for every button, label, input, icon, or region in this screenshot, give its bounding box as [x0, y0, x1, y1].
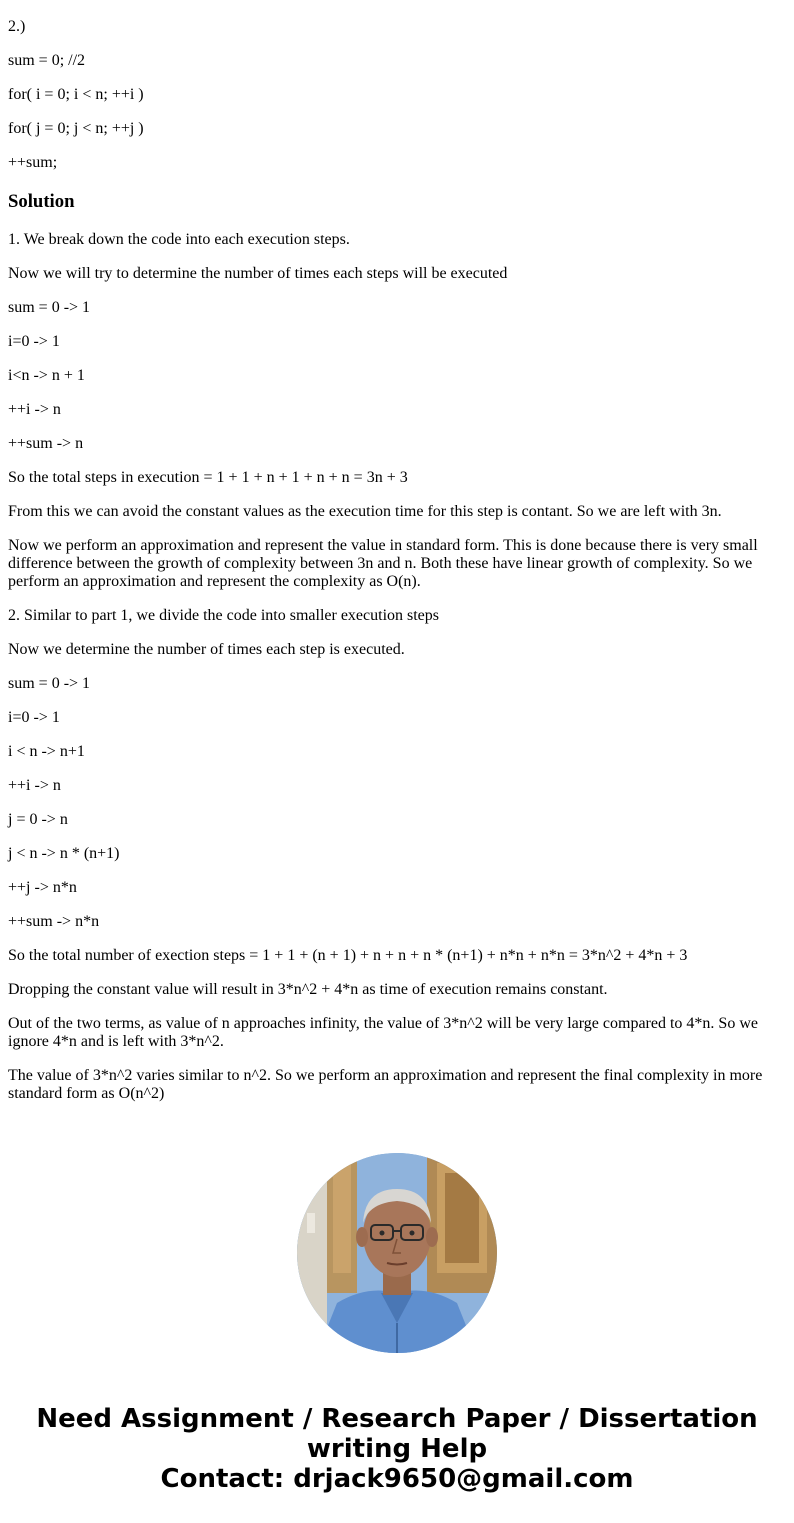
promo-line: writing Help [306, 1434, 488, 1464]
solution-paragraph: Now we will try to determine the number of times each steps will be executed [8, 265, 508, 282]
solution-paragraph: sum = 0 -> 1 [8, 299, 91, 316]
solution-paragraph: i=0 -> 1 [8, 709, 60, 726]
solution-paragraph: Out of the two terms, as value of n approaches infinity, the value of 3*n^2 will be very large compared to 4*n. So we ignore 4*n and is left with 3*n^2. [8, 1015, 758, 1050]
solution-paragraph: The value of 3*n^2 varies similar to n^2. So we perform an approximation and represent the final complexity in more standard form as O(n^2) [8, 1067, 763, 1102]
solution-heading: Solution [8, 191, 75, 212]
promo-banner [0, 1404, 794, 1494]
solution-paragraph: j < n -> n * (n+1) [8, 845, 120, 862]
solution-paragraph: So the total number of exection steps = 1 + 1 + (n + 1) + n + n + n * (n+1) + n*n + n*n = 3*n^2 + 4*n + 3 [8, 947, 688, 964]
document-body [8, 0, 778, 1119]
solution-paragraph: ++sum -> n*n [8, 913, 100, 930]
promo-line: Need Assignment / Research Paper / Dissertation [36, 1404, 758, 1434]
code-line: for( i = 0; i < n; ++i ) [8, 86, 144, 103]
code-line: ++sum; [8, 154, 58, 171]
code-line [8, 0, 778, 2]
code-line: sum = 0; //2 [8, 52, 86, 69]
solution-paragraph: ++sum -> n [8, 435, 84, 452]
solution-paragraph: Dropping the constant value will result in 3*n^2 + 4*n as time of execution remains constant. [8, 981, 608, 998]
solution-paragraph: sum = 0 -> 1 [8, 675, 91, 692]
solution-paragraph: Now we determine the number of times each step is executed. [8, 641, 405, 658]
solution-paragraph: So the total steps in execution = 1 + 1 + n + 1 + n + n = 3n + 3 [8, 469, 408, 486]
portrait-image [297, 1153, 497, 1353]
solution-paragraph: ++i -> n [8, 777, 61, 794]
solution-paragraph: ++j -> n*n [8, 879, 77, 896]
solution-paragraph: i=0 -> 1 [8, 333, 60, 350]
code-line: 2.) [8, 18, 26, 35]
promo-contact: Contact: drjack9650@gmail.com [160, 1464, 634, 1494]
author-avatar [297, 1153, 497, 1353]
solution-paragraph: From this we can avoid the constant values as the execution time for this step is contant. So we are left with 3n. [8, 503, 722, 520]
code-line: for( j = 0; j < n; ++j ) [8, 120, 144, 137]
solution-paragraph: 1. We break down the code into each execution steps. [8, 231, 350, 248]
solution-paragraph: Now we perform an approximation and represent the value in standard form. This is done because there is very small difference between the growth of complexity between 3n and n. Both these have linear growth of complexity. So we perform an approximation and represent the complexity as O(n). [8, 537, 758, 590]
solution-paragraph: j = 0 -> n [8, 811, 68, 828]
solution-paragraph: i<n -> n + 1 [8, 367, 85, 384]
solution-paragraph: i < n -> n+1 [8, 743, 85, 760]
solution-paragraph: 2. Similar to part 1, we divide the code into smaller execution steps [8, 607, 440, 624]
solution-paragraph: ++i -> n [8, 401, 61, 418]
